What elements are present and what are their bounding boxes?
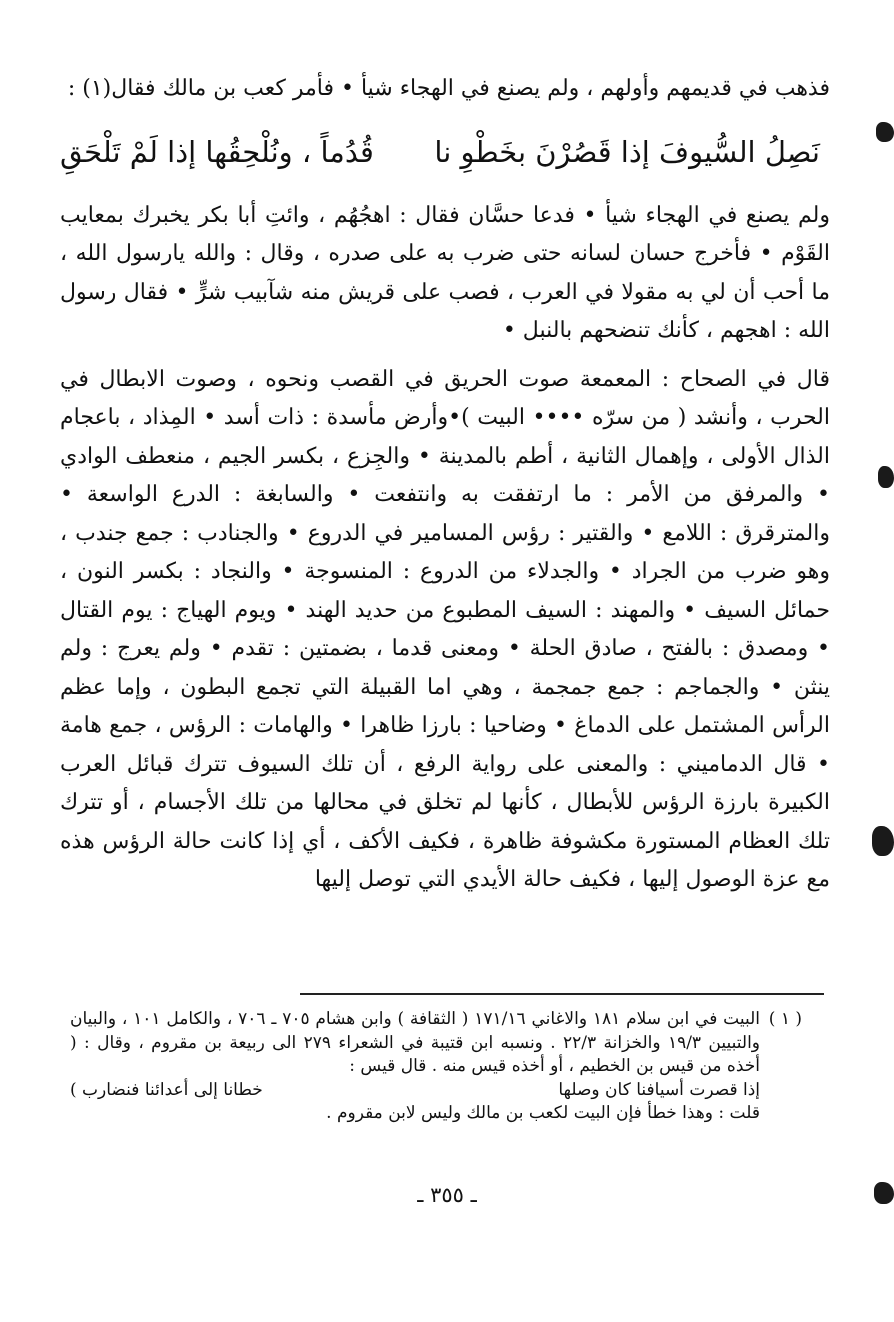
footnote-verse [70, 1079, 760, 1103]
scan-blot-upper [878, 466, 894, 488]
footnote-divider [300, 993, 824, 995]
footnote-verse-second: خطانا إلى أعدائنا فنضارب ) [70, 1079, 263, 1100]
footnote-verse-first: إذا قصرت أسيافنا كان وصلها [558, 1079, 760, 1100]
paragraph-hassan: ولم يصنع في الهجاء شيأ • فدعا حسَّان فقال : اهجُهُم ، وائتِ أبا بكر يخبرك بمعايب القَوْم • فأخرج حسان لسانه حتى ضرب به على صدره ، وقال : والله يارسول الله ، ما أحب أن لي به مقولا في العرب ، فصب على قريش منه شآبيب شرٍّ • فقال رسول الله : اهجهم ، كأنك تنضحهم بالنبل • [60, 202, 830, 343]
footnote-text: البيت في ابن سلام ١٨١ والاغاني ١٧١/١٦ ( الثقافة ) وابن هشام ٧٠٥ ـ ٧٠٦ ، والكامل ١٠١ ، والبيان والتبيين ١٩/٣ والخزانة ٢٢/٣ . ونسبه ابن قتيبة في الشعراء ٢٧٩ الى ربيعة بن مقروم ، وقال : ( أخذه من قيس بن الخطيم ، أو أخذه قيس منه . قال قيس : [70, 1009, 761, 1076]
footnote-number: ( ١ ) [768, 1009, 802, 1029]
verse-second-hemistich: قُدُماً ، ونُلْحِقُها إذا لَمْ تَلْحَقِ [60, 134, 374, 169]
scan-blot-top [876, 122, 894, 142]
page-number: ـ ٣٥٥ ـ [417, 1183, 477, 1207]
scan-blot-middle [872, 826, 894, 856]
verse-first-hemistich: نَصِلُ السُّيوفَ إذا قَصُرْنَ بخَطْوِ نا [434, 134, 820, 169]
footnote-block [70, 1008, 760, 1126]
footnote-closing: قلت : وهذا خطأ فإن البيت لكعب بن مالك وليس لابن مقروم . [326, 1103, 760, 1123]
intro-line: فذهب في قديمهم وأولهم ، ولم يصنع في الهجاء شيأ • فأمر كعب بن مالك فقال(١) : [67, 76, 830, 101]
paragraph-commentary: قال في الصحاح : المعمعة صوت الحريق في القصب ونحوه ، وصوت الابطال في الحرب ، وأنشد ( من سرّه •••• البيت )•وأرض مأسدة : ذات أسد • المِذاد ، باعجام الذال الأولى ، وإهمال الثانية ، أطم بالمدينة • والجِزع ، بكسر الجيم ، منعطف الوادي • والمرفق من الأمر : ما ارتفقت به وانتفعت • والسابغة : الدرع الواسعة • والمترقرق : اللامع • والقتير : رؤس المسامير في الدروع • والجنادب : جمع جندب ، وهو ضرب من الجراد • والجدلاء من الدروع : المنسوجة • والنجاد : بكسر النون ، حمائل السيف • والمهند : السيف المطبوع من حديد الهند • ويوم الهياج : يوم القتال • ومصدق : بالفتح ، صادق الحلة • ومعنى قدما ، بضمتين : تقدم • ولم يعرج : ولم ينثن • والجماجم : جمع جمجمة ، وهي اما القبيلة التي تجمع البطون ، وإما عظم الرأس المشتمل على الدماغ • وضاحيا : بارزا ظاهرا • والهامات : الرؤس ، جمع هامة • قال الدماميني : والمعنى على رواية الرفع ، أن تلك السيوف تترك قبائل العرب الكبيرة بارزة الرؤس للأبطال ، كأنها لم تخلق في محالها من تلك الأجسام ، أو تترك تلك العظام المستورة مكشوفة ظاهرة ، فكيف الأكف ، أي إذا كانت حالة الرؤس هذه مع عزة الوصول إليها ، فكيف حالة الأيدي التي توصل إليها [60, 366, 830, 892]
poem-verse [60, 117, 830, 187]
page-body [60, 70, 830, 900]
scan-blot-bottom [874, 1182, 894, 1204]
